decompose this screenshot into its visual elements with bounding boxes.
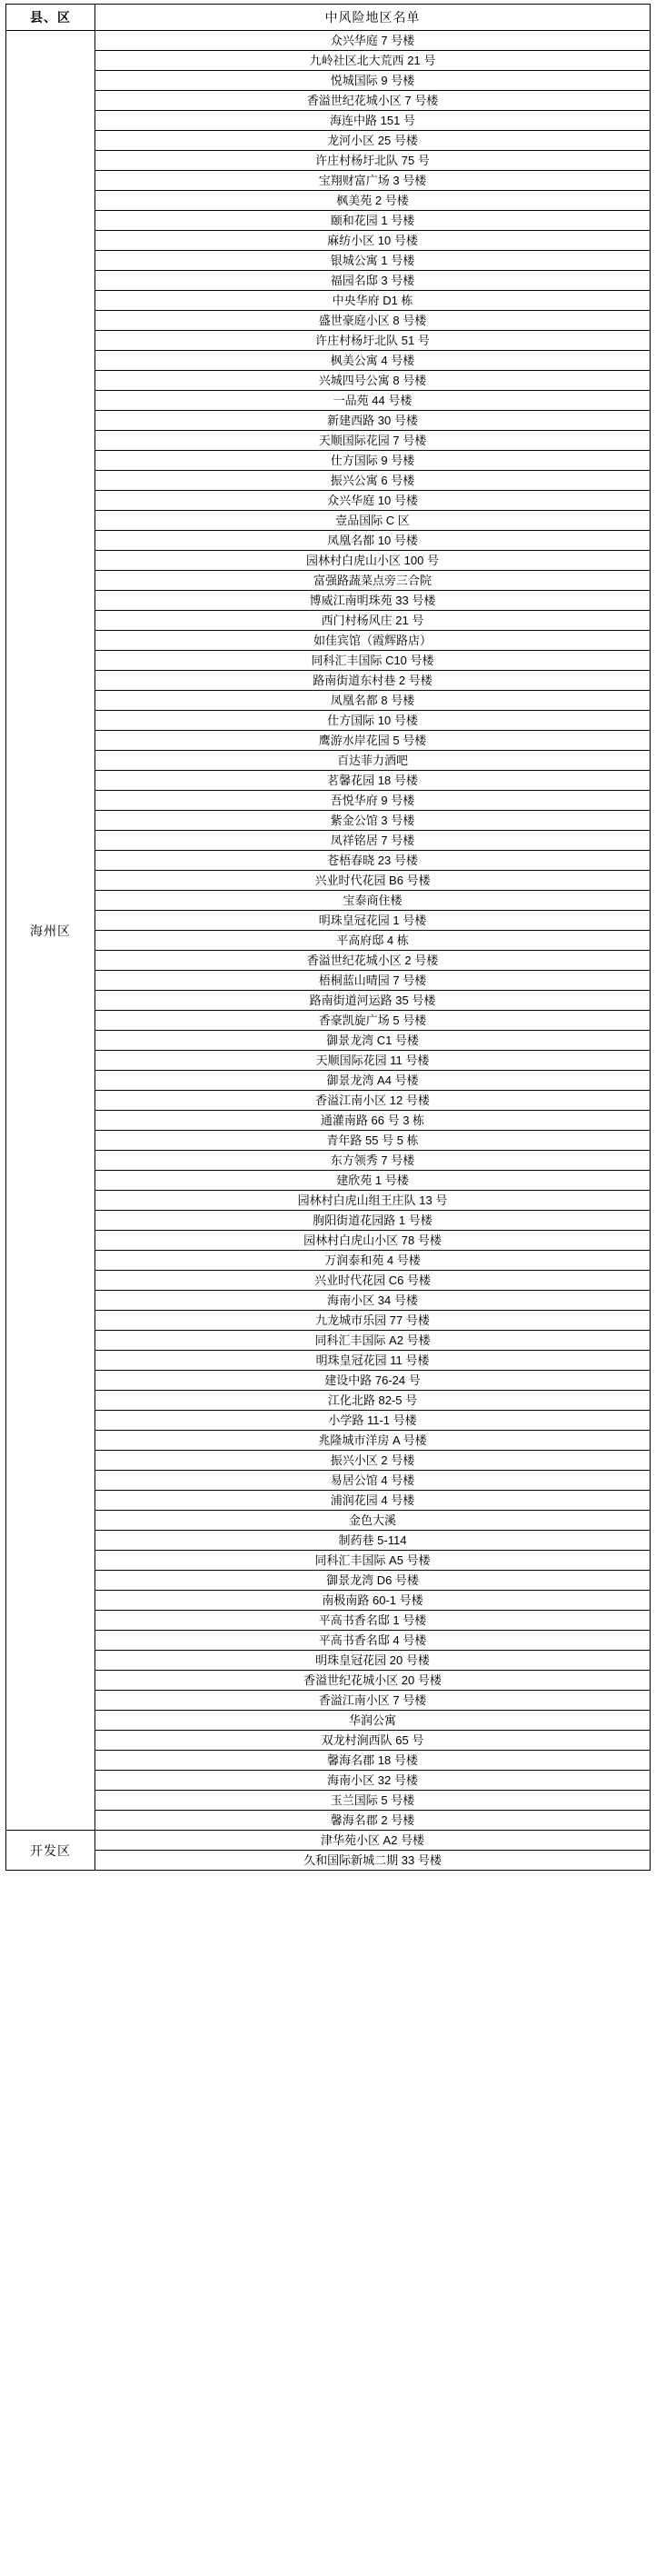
place-cell: 香豪凯旋广场 5 号楼 xyxy=(95,1011,651,1031)
place-cell: 海连中路 151 号 xyxy=(95,111,651,131)
table-row xyxy=(6,1751,651,1771)
place-cell: 双龙村涧西队 65 号 xyxy=(95,1731,651,1751)
place-cell: 许庄村杨圩北队 51 号 xyxy=(95,331,651,351)
table-row xyxy=(6,491,651,511)
table-row xyxy=(6,1571,651,1591)
place-cell: 同科汇丰国际 A2 号楼 xyxy=(95,1331,651,1351)
place-cell: 江化北路 82-5 号 xyxy=(95,1391,651,1411)
place-cell: 麻纺小区 10 号楼 xyxy=(95,231,651,251)
table-row xyxy=(6,1071,651,1091)
place-cell: 金色大溪 xyxy=(95,1511,651,1531)
table-row xyxy=(6,1291,651,1311)
place-cell: 西门村杨风庄 21 号 xyxy=(95,611,651,631)
table-row xyxy=(6,451,651,471)
table-row xyxy=(6,91,651,111)
place-cell: 园林村白虎山组王庄队 13 号 xyxy=(95,1191,651,1211)
table-row xyxy=(6,651,651,671)
place-cell: 馨海名郡 2 号楼 xyxy=(95,1811,651,1831)
table-row xyxy=(6,1011,651,1031)
table-row xyxy=(6,1671,651,1691)
table-row xyxy=(6,971,651,991)
place-cell: 天顺国际花园 7 号楼 xyxy=(95,431,651,451)
table-row xyxy=(6,1831,651,1851)
table-row xyxy=(6,1531,651,1551)
table-row xyxy=(6,671,651,691)
place-cell: 兆隆城市洋房 A 号楼 xyxy=(95,1431,651,1451)
place-cell: 凤凰名都 8 号楼 xyxy=(95,691,651,711)
table-row xyxy=(6,571,651,591)
place-cell: 盛世豪庭小区 8 号楼 xyxy=(95,311,651,331)
place-cell: 梧桐蓝山晴园 7 号楼 xyxy=(95,971,651,991)
table-row xyxy=(6,471,651,491)
table-header-row xyxy=(6,5,651,31)
header-district: 县、区 xyxy=(6,5,95,31)
table-row xyxy=(6,1631,651,1651)
table-row xyxy=(6,1591,651,1611)
place-cell: 制药巷 5-114 xyxy=(95,1531,651,1551)
table-row xyxy=(6,31,651,51)
table-row xyxy=(6,311,651,331)
table-row xyxy=(6,1251,651,1271)
table-row xyxy=(6,211,651,231)
table-row xyxy=(6,51,651,71)
table-row xyxy=(6,411,651,431)
table-row xyxy=(6,811,651,831)
district-cell: 开发区 xyxy=(6,1831,95,1871)
place-cell: 朐阳街道花园路 1 号楼 xyxy=(95,1211,651,1231)
place-cell: 振兴公寓 6 号楼 xyxy=(95,471,651,491)
table-row xyxy=(6,1771,651,1791)
place-cell: 海南小区 32 号楼 xyxy=(95,1771,651,1791)
table-row xyxy=(6,231,651,251)
place-cell: 枫美公寓 4 号楼 xyxy=(95,351,651,371)
place-cell: 平高书香名邸 4 号楼 xyxy=(95,1631,651,1651)
place-cell: 兴业时代花园 B6 号楼 xyxy=(95,871,651,891)
place-cell: 南极南路 60-1 号楼 xyxy=(95,1591,651,1611)
place-cell: 凤凰名都 10 号楼 xyxy=(95,531,651,551)
table-row xyxy=(6,1171,651,1191)
table-row xyxy=(6,1031,651,1051)
table-row xyxy=(6,1731,651,1751)
table-row xyxy=(6,751,651,771)
table-row xyxy=(6,1811,651,1831)
table-row xyxy=(6,1311,651,1331)
place-cell: 久和国际新城二期 33 号楼 xyxy=(95,1851,651,1871)
table-row xyxy=(6,171,651,191)
table-row xyxy=(6,431,651,451)
place-cell: 九岭社区北大荒西 21 号 xyxy=(95,51,651,71)
place-cell: 御景龙湾 D6 号楼 xyxy=(95,1571,651,1591)
table-row xyxy=(6,1271,651,1291)
table-row xyxy=(6,1551,651,1571)
table-row xyxy=(6,1791,651,1811)
place-cell: 建设中路 76-24 号 xyxy=(95,1371,651,1391)
place-cell: 香溢世纪花城小区 20 号楼 xyxy=(95,1671,651,1691)
table-row xyxy=(6,1331,651,1351)
place-cell: 如佳宾馆（霞辉路店） xyxy=(95,631,651,651)
table-row xyxy=(6,1151,651,1171)
place-cell: 九龙城市乐园 77 号楼 xyxy=(95,1311,651,1331)
place-cell: 茗馨花园 18 号楼 xyxy=(95,771,651,791)
district-cell: 海州区 xyxy=(6,31,95,1831)
place-cell: 枫美苑 2 号楼 xyxy=(95,191,651,211)
table-row xyxy=(6,611,651,631)
place-cell: 万润泰和苑 4 号楼 xyxy=(95,1251,651,1271)
place-cell: 明珠皇冠花园 1 号楼 xyxy=(95,911,651,931)
place-cell: 新建西路 30 号楼 xyxy=(95,411,651,431)
place-cell: 众兴华庭 7 号楼 xyxy=(95,31,651,51)
place-cell: 紫金公馆 3 号楼 xyxy=(95,811,651,831)
table-row xyxy=(6,371,651,391)
place-cell: 许庄村杨圩北队 75 号 xyxy=(95,151,651,171)
place-cell: 百达菲力酒吧 xyxy=(95,751,651,771)
table-row xyxy=(6,511,651,531)
table-row xyxy=(6,1471,651,1491)
table-row xyxy=(6,711,651,731)
place-cell: 玉兰国际 5 号楼 xyxy=(95,1791,651,1811)
place-cell: 龙河小区 25 号楼 xyxy=(95,131,651,151)
table-row xyxy=(6,531,651,551)
place-cell: 银城公寓 1 号楼 xyxy=(95,251,651,271)
table-row xyxy=(6,631,651,651)
table-row xyxy=(6,771,651,791)
table-row xyxy=(6,1431,651,1451)
place-cell: 青年路 55 号 5 栋 xyxy=(95,1131,651,1151)
place-cell: 仕方国际 9 号楼 xyxy=(95,451,651,471)
place-cell: 津华苑小区 A2 号楼 xyxy=(95,1831,651,1851)
place-cell: 悦城国际 9 号楼 xyxy=(95,71,651,91)
table-row xyxy=(6,1371,651,1391)
place-cell: 明珠皇冠花园 20 号楼 xyxy=(95,1651,651,1671)
place-cell: 小学路 11-1 号楼 xyxy=(95,1411,651,1431)
place-cell: 众兴华庭 10 号楼 xyxy=(95,491,651,511)
table-row xyxy=(6,911,651,931)
header-places: 中风险地区名单 xyxy=(95,5,651,31)
place-cell: 仕方国际 10 号楼 xyxy=(95,711,651,731)
table-row xyxy=(6,951,651,971)
place-cell: 天顺国际花园 11 号楼 xyxy=(95,1051,651,1071)
table-row xyxy=(6,1851,651,1871)
table-row xyxy=(6,931,651,951)
table-row xyxy=(6,991,651,1011)
table-row xyxy=(6,331,651,351)
place-cell: 易居公馆 4 号楼 xyxy=(95,1471,651,1491)
place-cell: 壹品国际 C 区 xyxy=(95,511,651,531)
place-cell: 御景龙湾 A4 号楼 xyxy=(95,1071,651,1091)
table-row xyxy=(6,1131,651,1151)
place-cell: 通灌南路 66 号 3 栋 xyxy=(95,1111,651,1131)
table-row xyxy=(6,1711,651,1731)
place-cell: 香溢江南小区 12 号楼 xyxy=(95,1091,651,1111)
table-row xyxy=(6,111,651,131)
place-cell: 博威江南明珠苑 33 号楼 xyxy=(95,591,651,611)
table-row xyxy=(6,351,651,371)
place-cell: 海南小区 34 号楼 xyxy=(95,1291,651,1311)
table-row xyxy=(6,1451,651,1471)
table-row xyxy=(6,791,651,811)
table-row xyxy=(6,1351,651,1371)
place-cell: 平高府邸 4 栋 xyxy=(95,931,651,951)
table-row xyxy=(6,551,651,571)
table-row xyxy=(6,891,651,911)
table-row xyxy=(6,1231,651,1251)
place-cell: 吾悦华府 9 号楼 xyxy=(95,791,651,811)
place-cell: 凤祥铭居 7 号楼 xyxy=(95,831,651,851)
place-cell: 明珠皇冠花园 11 号楼 xyxy=(95,1351,651,1371)
table-row xyxy=(6,391,651,411)
table-row xyxy=(6,1491,651,1511)
table-row xyxy=(6,1511,651,1531)
table-row xyxy=(6,1411,651,1431)
place-cell: 富强路蔬菜点旁三合院 xyxy=(95,571,651,591)
table-row xyxy=(6,1211,651,1231)
table-row xyxy=(6,831,651,851)
place-cell: 香溢江南小区 7 号楼 xyxy=(95,1691,651,1711)
table-row xyxy=(6,731,651,751)
place-cell: 东方领秀 7 号楼 xyxy=(95,1151,651,1171)
table-row xyxy=(6,291,651,311)
table-row xyxy=(6,1611,651,1631)
table-row xyxy=(6,851,651,871)
table-row xyxy=(6,691,651,711)
table-row xyxy=(6,71,651,91)
place-cell: 建欣苑 1 号楼 xyxy=(95,1171,651,1191)
place-cell: 香溢世纪花城小区 2 号楼 xyxy=(95,951,651,971)
table-row xyxy=(6,1091,651,1111)
table-row xyxy=(6,151,651,171)
table-row xyxy=(6,131,651,151)
table-row xyxy=(6,1391,651,1411)
place-cell: 宝翔财富广场 3 号楼 xyxy=(95,171,651,191)
table-row xyxy=(6,591,651,611)
place-cell: 路南街道东村巷 2 号楼 xyxy=(95,671,651,691)
table-row xyxy=(6,871,651,891)
place-cell: 兴业时代花园 C6 号楼 xyxy=(95,1271,651,1291)
table-row xyxy=(6,1051,651,1071)
table-row xyxy=(6,1651,651,1671)
risk-area-table xyxy=(5,4,651,1871)
place-cell: 平高书香名邸 1 号楼 xyxy=(95,1611,651,1631)
table-row xyxy=(6,1191,651,1211)
table-row xyxy=(6,251,651,271)
place-cell: 中央华府 D1 栋 xyxy=(95,291,651,311)
place-cell: 华润公寓 xyxy=(95,1711,651,1731)
place-cell: 兴城四号公寓 8 号楼 xyxy=(95,371,651,391)
place-cell: 园林村白虎山小区 100 号 xyxy=(95,551,651,571)
place-cell: 振兴小区 2 号楼 xyxy=(95,1451,651,1471)
place-cell: 同科汇丰国际 C10 号楼 xyxy=(95,651,651,671)
place-cell: 宝泰商住楼 xyxy=(95,891,651,911)
table-row xyxy=(6,191,651,211)
place-cell: 香溢世纪花城小区 7 号楼 xyxy=(95,91,651,111)
place-cell: 鹰游水岸花园 5 号楼 xyxy=(95,731,651,751)
place-cell: 颐和花园 1 号楼 xyxy=(95,211,651,231)
table-row xyxy=(6,271,651,291)
place-cell: 园林村白虎山小区 78 号楼 xyxy=(95,1231,651,1251)
place-cell: 福园名邸 3 号楼 xyxy=(95,271,651,291)
place-cell: 一品苑 44 号楼 xyxy=(95,391,651,411)
place-cell: 馨海名郡 18 号楼 xyxy=(95,1751,651,1771)
place-cell: 同科汇丰国际 A5 号楼 xyxy=(95,1551,651,1571)
place-cell: 路南街道河运路 35 号楼 xyxy=(95,991,651,1011)
table-row xyxy=(6,1111,651,1131)
place-cell: 浦润花园 4 号楼 xyxy=(95,1491,651,1511)
place-cell: 苍梧春晓 23 号楼 xyxy=(95,851,651,871)
table-row xyxy=(6,1691,651,1711)
place-cell: 御景龙湾 C1 号楼 xyxy=(95,1031,651,1051)
